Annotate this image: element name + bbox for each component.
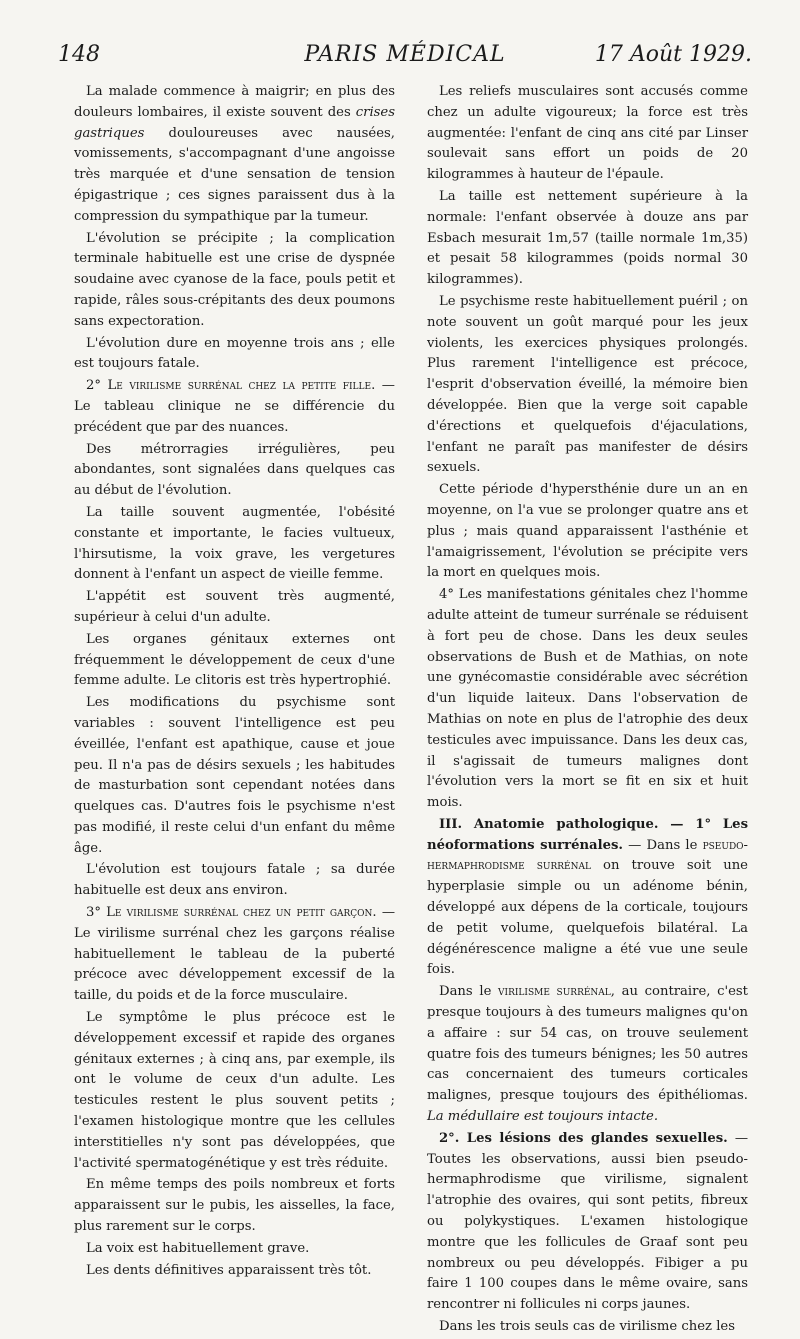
left-column	[74, 82, 395, 1339]
section-heading: 2°. Les lésions des glandes sexuelles.	[439, 1130, 728, 1146]
text-run: — Le tableau clinique ne se différencie du précédent que par des nuances.	[74, 378, 395, 435]
paragraph	[427, 982, 748, 1128]
text-run: La malade commence à maigrir; en plus des douleurs lombaires, il existe souvent des	[74, 84, 395, 120]
section-paragraph	[427, 1129, 748, 1316]
paragraph: L'évolution est toujours fatale ; sa durée habituelle est deux ans environ.	[74, 862, 395, 899]
small-caps-term: virilisme surrénal	[498, 984, 611, 1000]
section-number: 2°	[86, 378, 108, 394]
text-run: Dans le	[439, 984, 499, 1000]
text-run: — Toutes les observations, aussi bien pseudo-hermaphrodisme que virilisme, signalent l'atrophie des ovaires, qui sont petits, fibreux ou polykystiques. L'examen histologique montre que les follicules de Graaf sont peu nombreux ou peu développés. Fibiger a pu faire 1 100 coupes dans le même ovaire, sans rencontrer ni follicules ni corps jaunes.	[427, 1130, 749, 1313]
italic-term: crises gastriques	[74, 104, 395, 141]
right-column	[427, 82, 748, 1339]
section-title: Le virilisme surrénal chez la petite fille.	[107, 378, 376, 394]
paragraph: La taille est nettement supérieure à la normale: l'enfant observée à douze ans par Esbach mesurait 1m,57 (taille normale 1m,35) et pesait 58 kilogrammes (poids normal 30 kilogrammes).	[427, 188, 748, 288]
paragraph: Dans les trois seuls cas de virilisme chez les	[439, 1319, 735, 1335]
paragraph: Les modifications du psychisme sont variables : souvent l'intelligence est peu éveillée, l'enfant est apathique, cause et joue peu. Il n'a pas de désirs sexuels ; les habitudes de masturbation sont cependant notées dans quelques cas. D'autres fois le psychisme n'est pas modifié, il reste celui d'un enfant du même âge.	[74, 695, 395, 856]
text-run: douloureuses avec nausées, vomissements, s'accompagnant d'une angoisse très marquée et d'une sensation de tension épigastrique ; ces signes paraissent dus à la compression du sympathique par la tumeur.	[74, 125, 395, 224]
text-run: , au contraire, c'est presque toujours à des tumeurs malignes qu'on a affaire : sur 54 cas, on trouve seulement quatre fois des tumeurs bénignes; les 50 autres cas concernaient des tumeurs corticales malignes, presque toujours des épithéliomas.	[427, 984, 748, 1104]
page-number: 148	[58, 42, 100, 67]
paragraph: L'évolution dure en moyenne trois ans ; elle est toujours fatale.	[74, 335, 395, 372]
section-number: 3°	[86, 905, 107, 921]
paragraph: La taille souvent augmentée, l'obésité constante et importante, le facies vultueux, l'hirsutisme, la voix grave, les vergetures donnent à l'enfant un aspect de vieille femme.	[74, 504, 395, 583]
paragraph: Les dents définitives apparaissent très tôt.	[86, 1262, 372, 1278]
section-title: Le virilisme surrénal chez un petit garçon.	[106, 905, 377, 921]
paragraph	[74, 82, 395, 228]
italic-sentence: La médullaire est toujours intacte.	[427, 1109, 659, 1125]
journal-title: PARIS MÉDICAL	[304, 42, 506, 67]
paragraph: Le symptôme le plus précoce est le développement excessif et rapide des organes génitaux externes ; à cinq ans, par exemple, ils ont le volume de ceux d'un adulte. Les testicules restent le plus souvent petits ; l'examen histologique montre que les cellules interstitielles n'y sont pas développées, que l'activité spermatogénétique y est très réduite.	[74, 1010, 395, 1171]
small-caps-term: pseudo-hermaphrodisme surrénal	[427, 837, 748, 874]
paragraph: Les organes génitaux externes ont fréquemment le développement de ceux d'une femme adulte. Le clitoris est très hypertrophié.	[74, 631, 395, 689]
paragraph: En même temps des poils nombreux et forts apparaissent sur le pubis, les aisselles, la face, plus rarement sur le corps.	[74, 1177, 395, 1235]
text-run: on trouve soit une hyperplasie simple ou un adénome bénin, développé aux dépens de la corticale, toujours de petit volume, quelquefois bilatéral. La dégénérescence maligne a été vue une seule fois.	[427, 858, 748, 978]
section-paragraph	[74, 376, 395, 438]
section-paragraph	[427, 815, 748, 981]
paragraph: La voix est habituellement grave.	[86, 1240, 310, 1256]
page-header	[58, 40, 752, 80]
article-body	[74, 82, 748, 1339]
paragraph: Des métrorragies irrégulières, peu abondantes, sont signalées dans quelques cas au début de l'évolution.	[74, 441, 395, 499]
paragraph: 4° Les manifestations génitales chez l'homme adulte atteint de tumeur surrénale se réduisent à fort peu de chose. Dans les deux seules observations de Bush et de Mathias, on note une gynécomastie considérable avec sécrétion d'un liquide laiteux. Dans l'observation de Mathias on note en plus de l'atrophie des deux testicules avec impuissance. Dans les deux cas, il s'agissait de tumeurs malignes dont l'évolution vers la mort se fit en six et huit mois.	[427, 587, 748, 811]
section-heading: III. Anatomie pathologique. — 1° Les néoformations surrénales.	[427, 816, 748, 853]
section-paragraph	[74, 903, 395, 1007]
paragraph: L'évolution se précipite ; la complication terminale habituelle est une crise de dyspnée soudaine avec cyanose de la face, pouls petit et rapide, râles sous-crépitants des deux poumons sans expectoration.	[74, 230, 395, 329]
text-run: — Le virilisme surrénal chez les garçons réalise habituellement le tableau de la puberté précoce avec développement excessif de la taille, du poids et de la force musculaire.	[74, 905, 396, 1004]
paragraph: Les reliefs musculaires sont accusés comme chez un adulte vigoureux; la force est très augmentée: l'enfant de cinq ans cité par Linser soulevait sans effort un poids de 20 kilogrammes à hauteur de l'épaule.	[427, 84, 748, 183]
paragraph: Cette période d'hypersthénie dure un an en moyenne, on l'a vue se prolonger quatre ans et plus ; mais quand apparaissent l'asthénie et l'amaigrissement, l'évolution se précipite vers la mort en quelques mois.	[427, 482, 748, 581]
paragraph: Le psychisme reste habituellement puéril ; on note souvent un goût marqué pour les jeux violents, les exercices physiques prolongés. Plus rarement l'intelligence est précoce, l'esprit d'observation éveillé, la mémoire bien développée. Bien que la verge soit capable d'érections et quelquefois d'éjaculations, l'enfant ne paraît pas manifester de désirs sexuels.	[427, 293, 748, 476]
text-run: — Dans le	[623, 837, 703, 853]
paragraph: L'appétit est souvent très augmenté, supérieur à celui d'un adulte.	[74, 589, 395, 625]
issue-date: 17 Août 1929.	[594, 42, 752, 67]
